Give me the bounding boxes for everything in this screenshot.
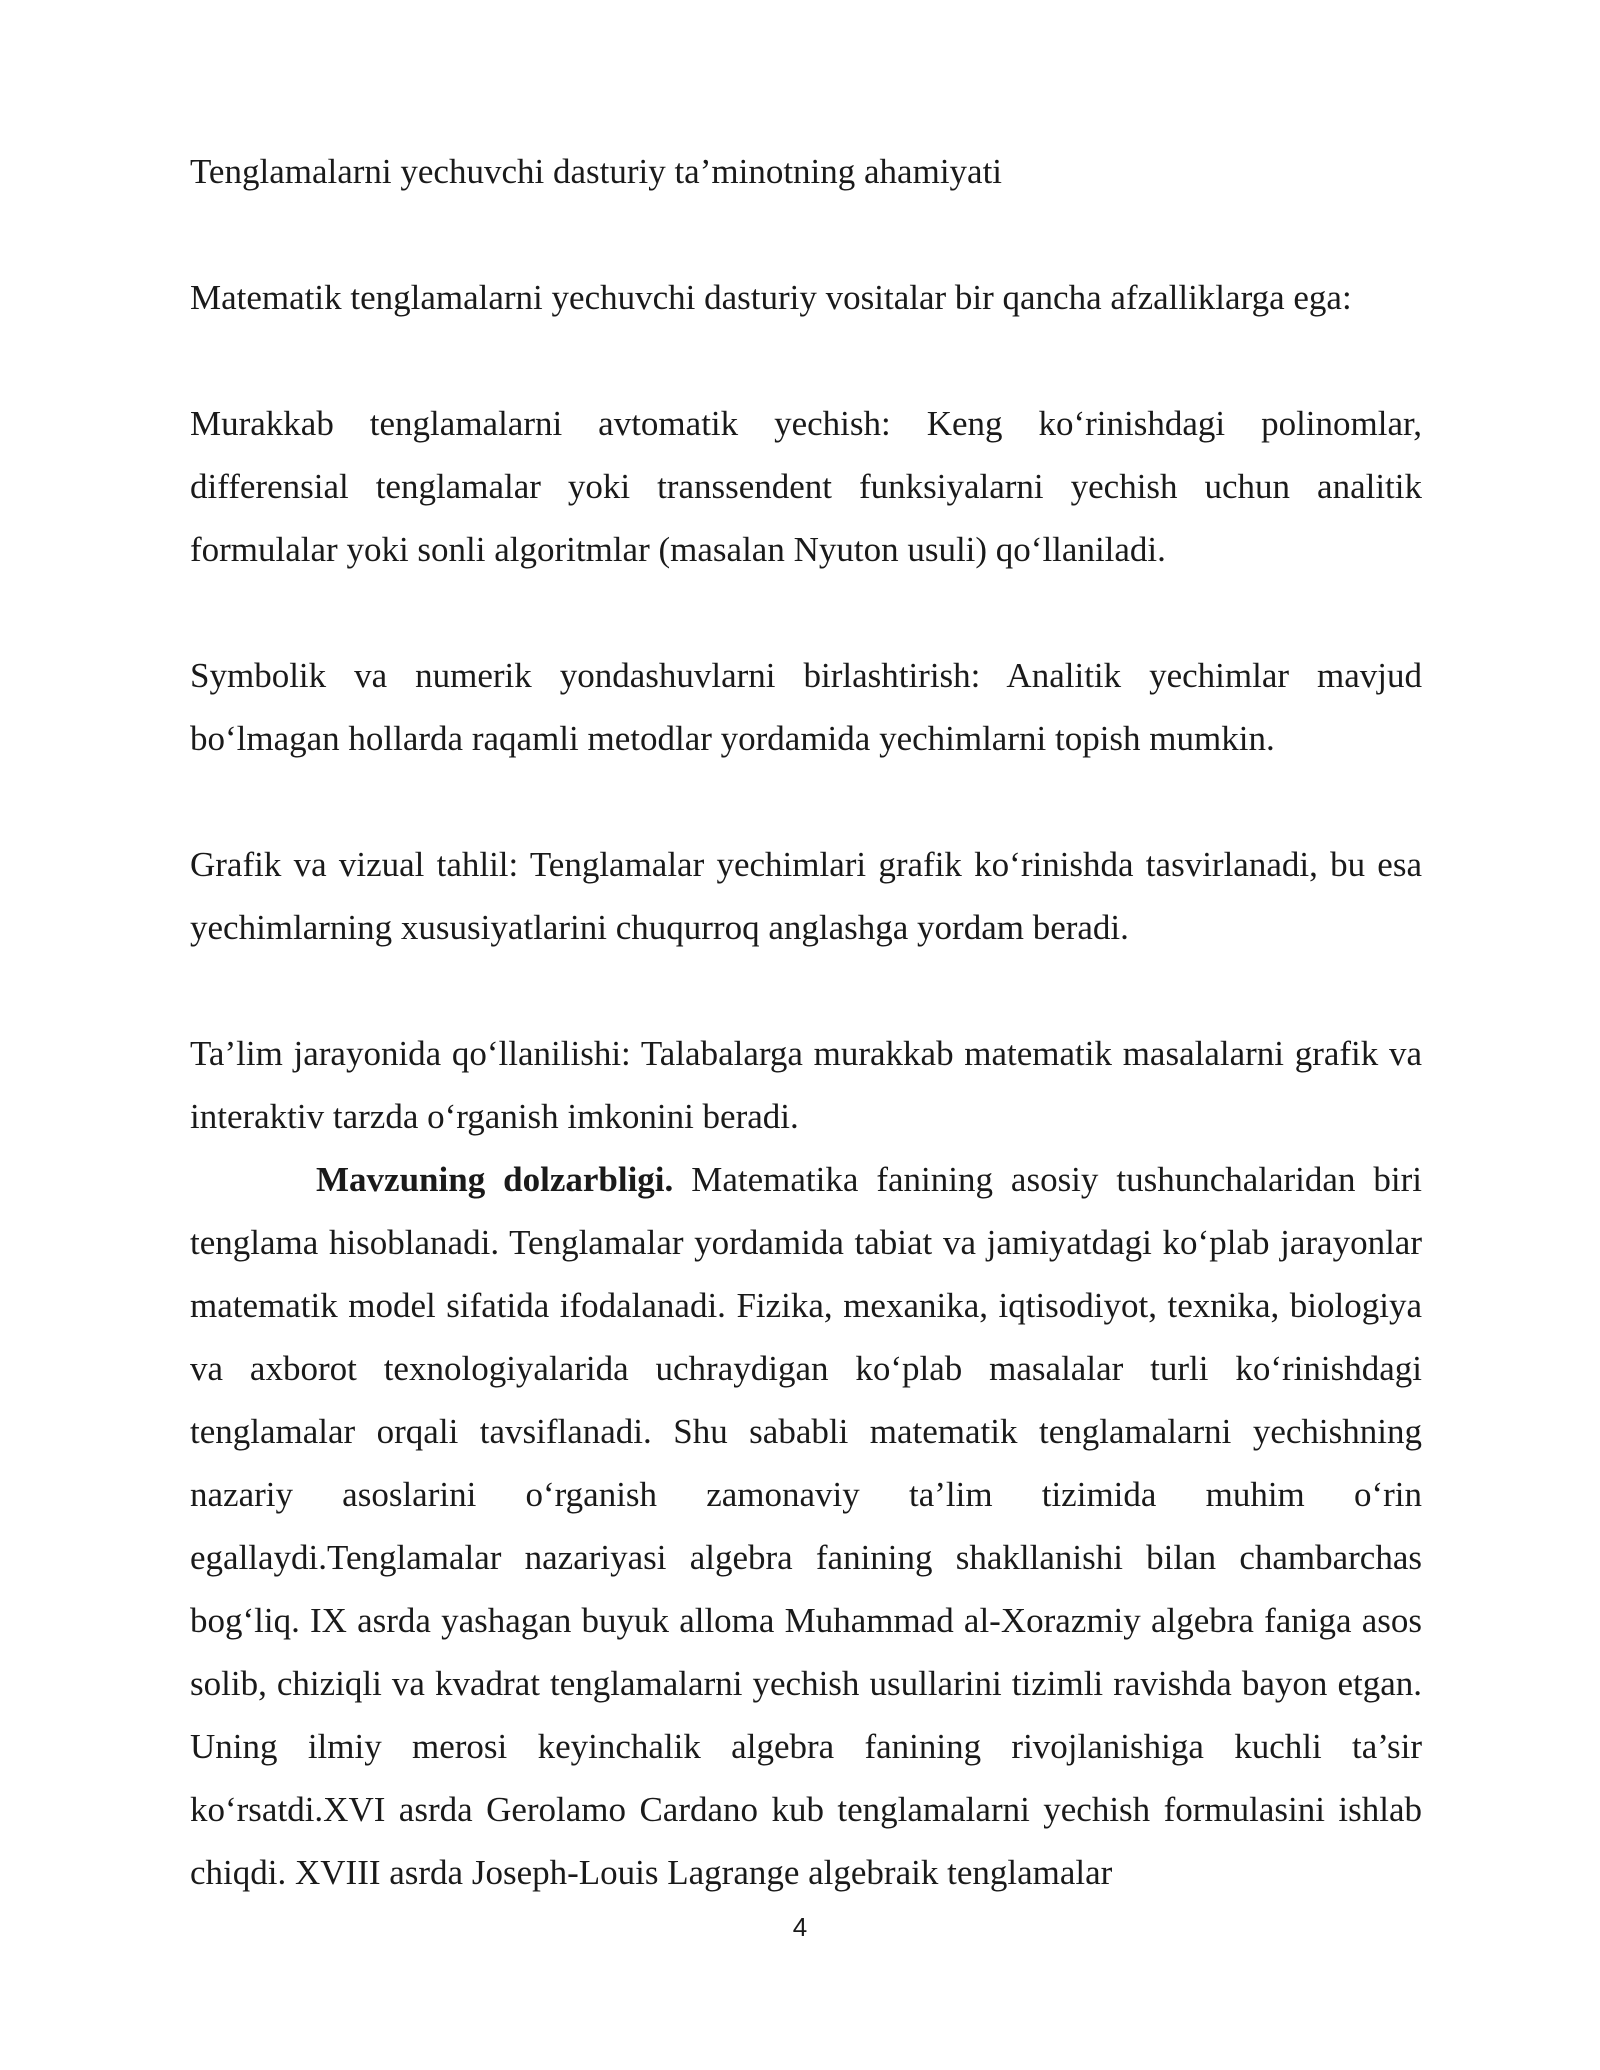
page-content	[190, 140, 1422, 1904]
relevance-paragraph	[190, 1148, 1422, 1904]
page-number: 4	[792, 1912, 808, 1942]
paragraph-automatic-solving: Murakkab tenglamalarni avtomatik yechish: Keng ko‘rinishdagi polinomlar, differensial tenglamalar yoki transsendent funksiyalarni yechish uchun analitik formulalar yoki sonli algoritmlar (masalan Nyuton usuli) qo‘llaniladi.	[190, 404, 1422, 569]
section-heading: Tenglamalarni yechuvchi dasturiy ta’minotning ahamiyati	[190, 152, 1003, 191]
paragraph-symbolic-numeric: Symbolik va numerik yondashuvlarni birlashtirish: Analitik yechimlar mavjud bo‘lmagan hollarda raqamli metodlar yordamida yechimlarni topish mumkin.	[190, 656, 1422, 758]
intro-paragraph: Matematik tenglamalarni yechuvchi dasturiy vositalar bir qancha afzalliklarga ega:	[190, 278, 1352, 317]
paragraph-education-use: Ta’lim jarayonida qo‘llanilishi: Talabalarga murakkab matematik masalalarni grafik va interaktiv tarzda o‘rganish imkonini beradi.	[190, 1034, 1422, 1136]
paragraph-graphic-analysis: Grafik va vizual tahlil: Tenglamalar yechimlari grafik ko‘rinishda tasvirlanadi, bu esa yechimlarning xususiyatlarini chuqurroq anglashga yordam beradi.	[190, 845, 1422, 947]
relevance-title: Mavzuning dolzarbligi.	[316, 1160, 674, 1199]
relevance-text: Matematika fanining asosiy tushunchalaridan biri tenglama hisoblanadi. Tenglamalar yordamida tabiat va jamiyatdagi ko‘plab jarayonlar matematik model sifatida ifodalanadi. Fizika, mexanika, iqtisodiyot, texnika, biologiya va axborot texnologiyalarida uchraydigan ko‘plab masalalar turli ko‘rinishdagi tenglamalar orqali tavsiflanadi. Shu sababli matematik tenglamalarni yechishning nazariy asoslarini o‘rganish zamonaviy ta’lim tizimida muhim o‘rin egallaydi.Tenglamalar nazariyasi algebra fanining shakllanishi bilan chambarchas bog‘liq. IX asrda yashagan buyuk alloma Muhammad al-Xorazmiy algebra faniga asos solib, chiziqli va kvadrat tenglamalarni yechish usullarini tizimli ravishda bayon etgan. Uning ilmiy merosi keyinchalik algebra fanining rivojlanishiga kuchli ta’sir ko‘rsatdi.XVI asrda Gerolamo Cardano kub tenglamalarni yechish formulasini ishlab chiqdi. XVIII asrda Joseph-Louis Lagrange algebraik tenglamalar	[190, 1160, 1422, 1892]
